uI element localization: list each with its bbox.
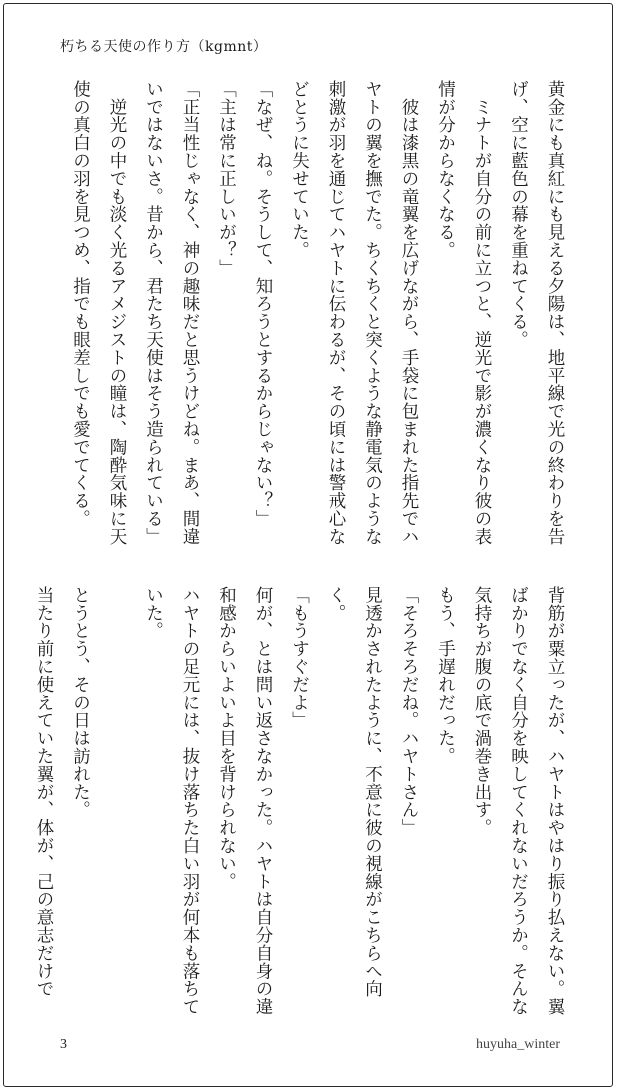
paragraph: 当たり前に使えていた翼が、体が、己の意志だけで — [34, 586, 54, 998]
paragraph: 何が、とは問い返さなかった。ハヤトは自分自身の違和感からいよいよ目を背けられない。 — [216, 586, 273, 1016]
dialogue-line: 「主は常に正しいが？」 — [216, 80, 237, 277]
dialogue-line: 「そろそろだね。ハヤトさん」 — [399, 586, 419, 837]
text-block-bottom — [34, 586, 573, 1018]
author-name: huyuha_winter — [476, 1037, 560, 1052]
paragraph: とうとう、その日は訪れた。 — [70, 586, 91, 819]
text-block-top — [53, 80, 573, 560]
page-number: 3 — [60, 1037, 67, 1052]
paragraph: ミナトが自分の前に立つと、逆光で影が濃くなり彼の表情が分からなくなる。 — [435, 80, 492, 546]
paragraph: 逆光の中でも淡く光るアメジストの瞳は、陶酔気味に天使の真白の羽を見つめ、指でも眼差しでも愛でてくる。 — [70, 80, 127, 546]
blank-line — [99, 586, 136, 1018]
dialogue-line: 「なぜ、ね。そうして、知ろうとするからじゃない？」 — [253, 80, 273, 528]
paragraph: 背筋が粟立ったが、ハヤトはやはり振り払えない。翼ばかりでなく自分を映してくれないだろうか。そんな気持ちが腹の底で渦巻き出す。 — [472, 586, 565, 1016]
dialogue-line: 「正当性じゃなく、神の趣味だと思うけどね。まあ、間違いではないさ。昔から、君たち天使はそう造られている」 — [143, 80, 200, 546]
paragraph: 黄金にも真紅にも見える夕陽は、地平線で光の終わりを告げ、空に藍色の幕を重ねてくる。 — [508, 80, 565, 546]
paragraph: 彼は漆黒の竜翼を広げながら、手袋に包まれた指先でハヤトの翼を撫でた。ちくちくと突くような静電気のような刺激が羽を通じてハヤトに伝わるが、その頃には警戒心などとうに失せていた。 — [289, 80, 419, 546]
dialogue-line: 「もうすぐだよ」 — [289, 586, 310, 730]
paragraph: ハヤトの足元には、抜け落ちた白い羽が何本も落ちていた。 — [143, 586, 200, 1016]
paragraph: もう、手遅れだった。 — [435, 586, 456, 765]
page-title: 朽ちる天使の作り方（kgmnt） — [60, 39, 268, 55]
paragraph: 見透かされたように、不意に彼の視線がこちらへ向く。 — [326, 586, 383, 998]
